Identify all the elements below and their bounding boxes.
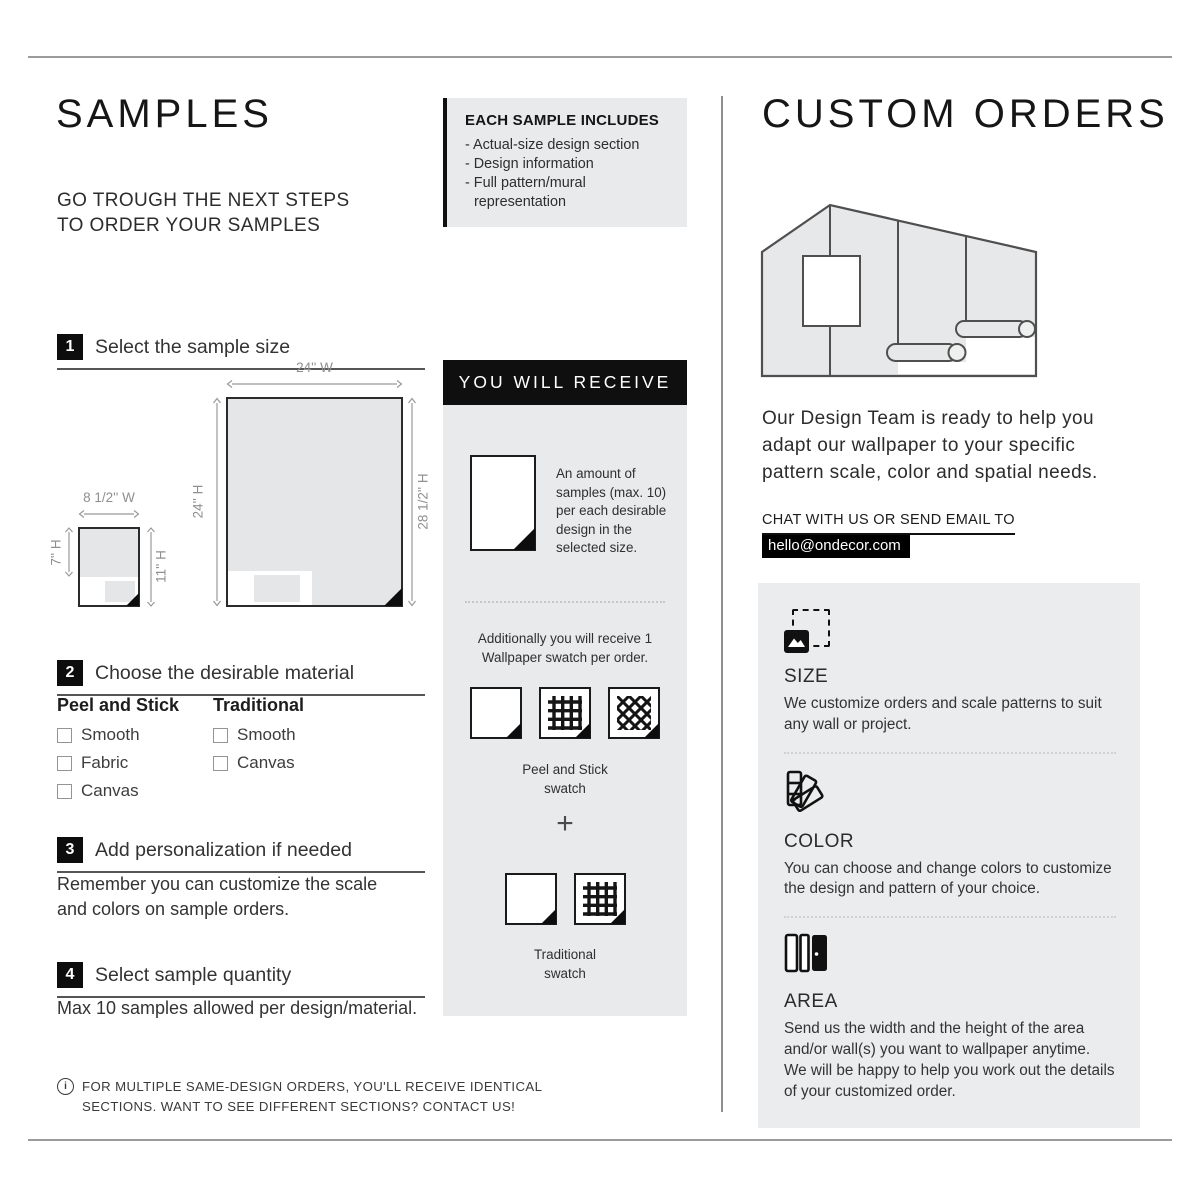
samples-title: SAMPLES <box>56 92 273 136</box>
checkbox-icon[interactable] <box>57 784 72 799</box>
step-3-number: 3 <box>57 837 83 863</box>
dim-label-7h: 7'' H <box>48 539 64 566</box>
traditional-swatch-row <box>443 873 687 925</box>
sample-sheet-icon <box>470 455 536 551</box>
traditional-title: Traditional <box>213 695 305 715</box>
step-4-note: Max 10 samples allowed per design/material. <box>57 998 418 1018</box>
step-4-number: 4 <box>57 962 83 988</box>
step-2-label: Choose the desirable material <box>95 661 355 684</box>
swatch-plain-icon <box>470 687 522 739</box>
peel-title: Peel and Stick <box>57 695 180 715</box>
dotted-divider <box>784 916 1116 918</box>
size-text: We customize orders and scale patterns to suit any wall or project. <box>784 695 1102 733</box>
corner-fold-icon <box>384 588 402 606</box>
option-label: Smooth <box>237 725 296 744</box>
large-sample-inner <box>254 575 300 602</box>
dim-label-8w: 8 1/2'' W <box>83 490 135 505</box>
traditional-material-group <box>213 695 363 781</box>
includes-item: - Design information <box>465 156 594 173</box>
swatch-crosshatch-icon <box>608 687 660 739</box>
samples-amount-text: An amount of samples (max. 10) per each desirable design in the selected size. <box>556 466 667 555</box>
footer-note-text: FOR MULTIPLE SAME-DESIGN ORDERS, YOU'LL RECEIVE IDENTICAL SECTIONS. WANT TO SEE DIFFERENT SECTIONS? CONTACT US! <box>82 1079 542 1114</box>
large-sample-diagram <box>226 397 403 607</box>
step-2-number: 2 <box>57 660 83 686</box>
color-section <box>784 769 1116 901</box>
checkbox-icon[interactable] <box>57 728 72 743</box>
contact-block <box>762 511 1015 558</box>
area-section <box>784 933 1116 1102</box>
peel-swatch-row <box>443 687 687 739</box>
dim-label-24w: 24'' W <box>296 360 333 375</box>
traditional-swatch-label: Traditional swatch <box>533 947 597 981</box>
checkbox-icon[interactable] <box>57 756 72 771</box>
checkbox-icon[interactable] <box>213 756 228 771</box>
includes-box <box>443 98 687 227</box>
option-label: Fabric <box>81 753 129 772</box>
dotted-divider <box>465 601 665 603</box>
option-peel-fabric[interactable] <box>57 753 207 773</box>
dotted-divider <box>784 752 1116 754</box>
includes-item: - Full pattern/mural representation <box>465 175 586 211</box>
bottom-rule <box>28 1139 1172 1141</box>
samples-intro: GO TROUGH THE NEXT STEPS TO ORDER YOUR SAMPLES <box>57 190 350 237</box>
size-section <box>784 609 1116 736</box>
receive-header: YOU WILL RECEIVE <box>443 360 687 405</box>
column-divider <box>721 96 723 1112</box>
step-1-number: 1 <box>57 334 83 360</box>
chat-label: CHAT WITH US OR SEND EMAIL TO <box>762 512 1015 535</box>
option-label: Canvas <box>81 781 139 800</box>
peel-material-group <box>57 695 207 809</box>
color-swatch-icon <box>784 769 832 813</box>
receive-panel <box>443 405 687 1016</box>
color-text: You can choose and change colors to customize the design and pattern of your choice. <box>784 859 1112 898</box>
size-title: SIZE <box>784 666 829 687</box>
includes-title: EACH SAMPLE INCLUDES <box>465 112 660 129</box>
dim-label-11h: 11'' H <box>153 550 169 583</box>
area-title: AREA <box>784 991 838 1013</box>
option-label: Smooth <box>81 725 140 744</box>
includes-item: - Actual-size design section <box>465 137 640 153</box>
top-rule <box>28 56 1172 58</box>
step-4-header <box>57 962 425 998</box>
customization-card <box>758 583 1140 1128</box>
dim-label-28h: 28 1/2'' H <box>415 473 431 530</box>
option-label: Canvas <box>237 753 295 772</box>
width-arrow <box>78 509 140 519</box>
info-icon: i <box>57 1078 74 1095</box>
step-4-label: Select sample quantity <box>95 963 292 986</box>
height-arrow <box>212 397 222 607</box>
width-arrow <box>226 379 403 389</box>
option-peel-canvas[interactable] <box>57 781 207 801</box>
area-icon <box>784 933 830 973</box>
option-trad-smooth[interactable] <box>213 725 363 745</box>
footer-note <box>57 1077 557 1117</box>
swatch-grid-icon <box>539 687 591 739</box>
option-trad-canvas[interactable] <box>213 753 363 773</box>
plus-icon: + <box>556 807 574 840</box>
small-sample-inner <box>105 581 135 602</box>
step-2-header <box>57 660 425 696</box>
custom-intro: Our Design Team is ready to help you adapt our wallpaper to your specific pattern scale, color and spatial needs. <box>762 408 1098 483</box>
height-arrow <box>64 527 74 577</box>
dim-label-24h: 24'' H <box>190 484 206 519</box>
custom-orders-title: CUSTOM ORDERS <box>762 92 1169 136</box>
checkbox-icon[interactable] <box>213 728 228 743</box>
swatch-grid-icon <box>574 873 626 925</box>
house-illustration <box>760 196 1040 380</box>
small-sample-diagram <box>78 527 140 607</box>
area-text: Send us the width and the height of the area and/or wall(s) you want to wallpaper anytime. We will be happy to help you work out the details of your customized order. <box>784 1020 1115 1100</box>
email-link[interactable]: hello@ondecor.com <box>762 535 910 558</box>
step-3-note: Remember you can customize the scale and colors on sample orders. <box>57 874 378 919</box>
color-title: COLOR <box>784 830 855 852</box>
additional-text: Additionally you will receive 1 Wallpaper swatch per order. <box>477 631 653 666</box>
swatch-plain-icon <box>505 873 557 925</box>
step-3-label: Add personalization if needed <box>95 838 352 861</box>
peel-swatch-label: Peel and Stick swatch <box>522 762 608 796</box>
option-peel-smooth[interactable] <box>57 725 207 745</box>
step-3-header <box>57 837 425 873</box>
size-icon <box>784 609 832 653</box>
step-1-label: Select the sample size <box>95 335 291 358</box>
